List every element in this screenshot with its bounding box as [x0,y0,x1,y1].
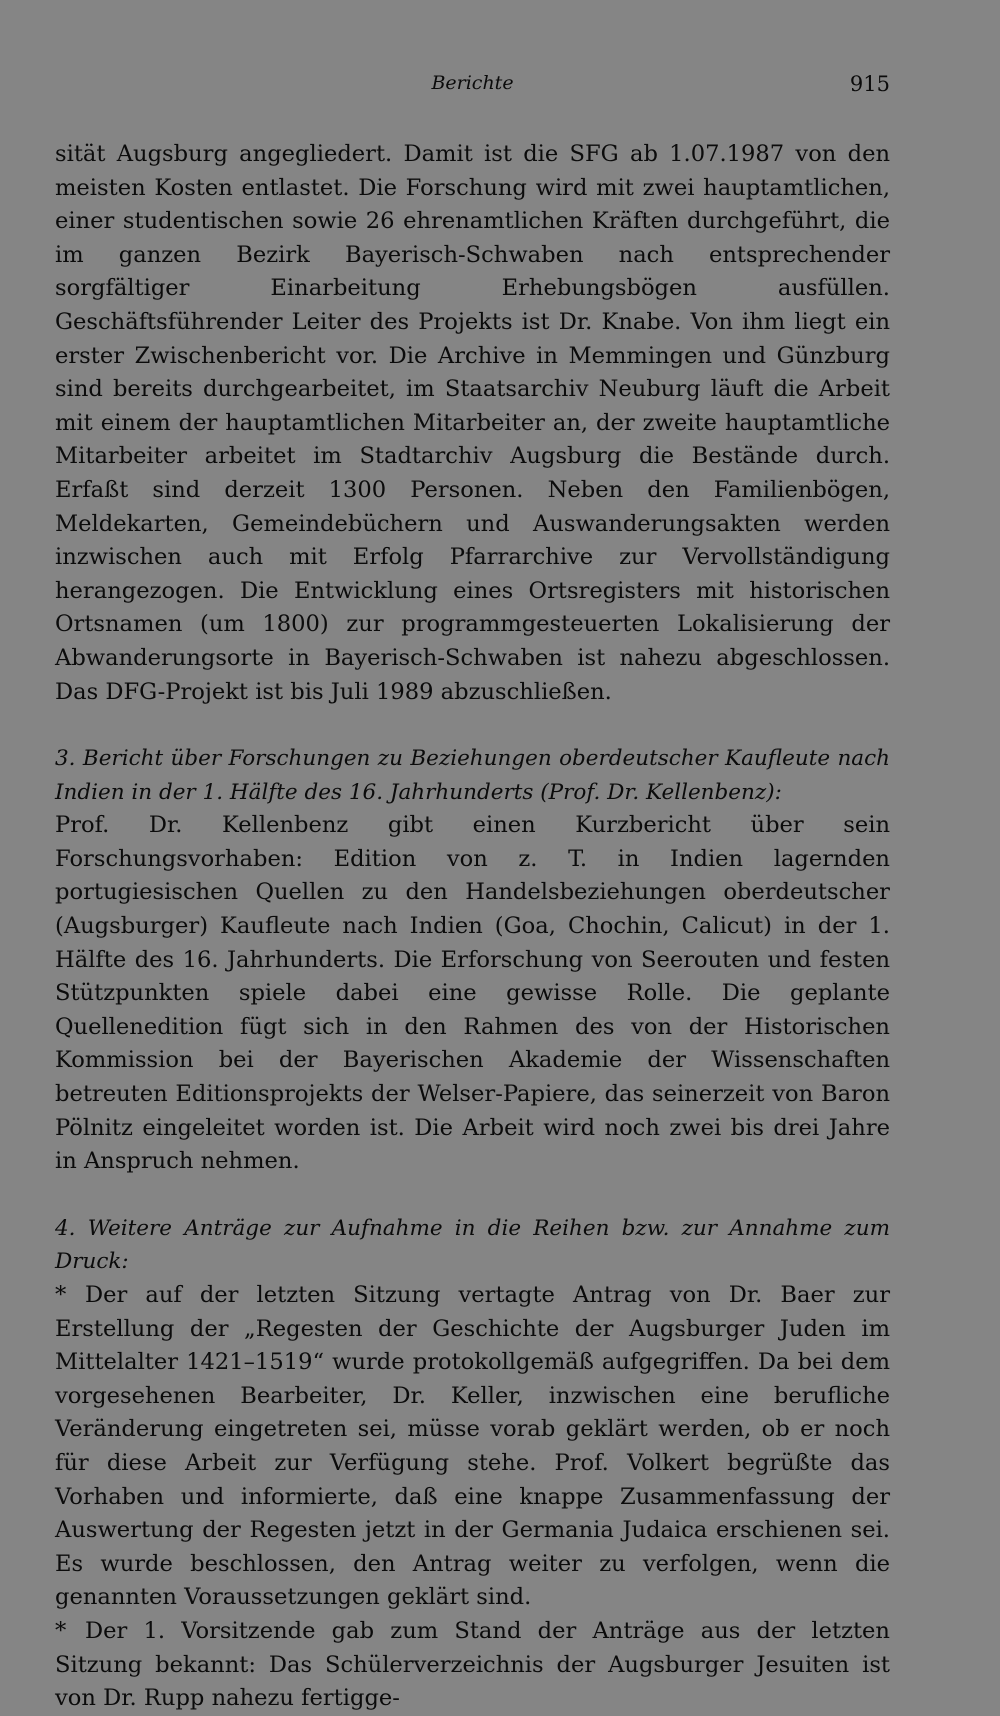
asterisk-bullet-icon: * [55,1282,67,1308]
section-4-item-text: Der auf der letzten Sitzung vertagte Antrag von Dr. Baer zur Erstellung der „Regesten der Geschichte der Augsburger Juden im Mittelalter 1421–1519“ wurde protokollgemäß aufgegriffen. Da bei dem vorgesehenen Bearbeiter, Dr. Keller, inzwischen eine berufliche Veränderung eingetreten sei, müsse vorab geklärt werden, ob er noch für diese Arbeit zur Verfügung stehe. Prof. Volkert begrüßte das Vorhaben und informierte, daß eine knappe Zusammenfassung der Auswertung der Regesten jetzt in der Germania Judaica erschienen sei. Es wurde beschlossen, den Antrag weiter zu verfolgen, wenn die genannten Voraussetzungen geklärt sind. [55,1282,890,1611]
section-4-item-text: Der 1. Vorsitzende gab zum Stand der Anträge aus der letzten Sitzung bekannt: Das Schülerverzeichnis der Augsburger Jesuiten ist von Dr. Rupp nahezu fertigge- [55,1617,890,1712]
running-header [55,72,890,100]
section-4 [55,1212,890,1716]
section-4-item [55,1615,890,1716]
section-3-paragraph: Prof. Dr. Kellenbenz gibt einen Kurzbericht über sein Forschungsvorhaben: Edition von z. T. in Indien lagernden portugiesischen Quellen zu den Handelsbeziehungen oberdeutscher (Augsburger) Kaufleute nach Indien (Goa, Chochin, Calicut) in der 1. Hälfte des 16. Jahrhunderts. Die Erforschung von Seerouten und festen Stützpunkten spiele dabei eine gewisse Rolle. Die geplante Quellenedition fügt sich in den Rahmen des von der Historischen Kommission bei der Bayerischen Akademie der Wissenschaften betreuten Editionsprojekts der Welser-Papiere, das seinerzeit von Baron Pölnitz eingeleitet worden ist. Die Arbeit wird noch zwei bis drei Jahre in Anspruch nehmen. [55,812,890,1175]
body-text [55,138,890,1716]
page-number: 915 [849,72,890,96]
running-header-title: Berichte [431,72,514,94]
section-4-heading: 4. Weitere Anträge zur Aufnahme in die Reihen bzw. zur Annahme zum Druck: [55,1215,890,1275]
section-4-item [55,1279,890,1615]
section-3-heading: 3. Bericht über Forschungen zu Beziehungen oberdeutscher Kaufleute nach Indien in der 1. Hälfte des 16. Jahrhunderts (Prof. Dr. Kellenbenz): [55,746,890,805]
book-page [55,0,890,1712]
section-3 [55,742,890,1179]
asterisk-bullet-icon: * [55,1617,67,1644]
intro-paragraph: sität Augsburg angegliedert. Damit ist die SFG ab 1.07.1987 von den meisten Kosten entlastet. Die Forschung wird mit zwei hauptamtlichen, einer studentischen sowie 26 ehrenamtlichen Kräften durchgeführt, die im ganzen Bezirk Bayerisch-Schwaben nach entsprechender sorgfältiger Einarbeitung Erhebungsbögen ausfüllen. Geschäftsführender Leiter des Projekts ist Dr. Knabe. Von ihm liegt ein erster Zwischenbericht vor. Die Archive in Memmingen und Günzburg sind bereits durchgearbeitet, im Staatsarchiv Neuburg läuft die Arbeit mit einem der hauptamtlichen Mitarbeiter an, der zweite hauptamtliche Mitarbeiter arbeitet im Stadtarchiv Augsburg die Bestände durch. Erfaßt sind derzeit 1300 Personen. Neben den Familienbögen, Meldekarten, Gemeindebüchern und Auswanderungsakten werden inzwischen auch mit Erfolg Pfarrarchive zur Vervollständigung herangezogen. Die Entwicklung eines Ortsregisters mit historischen Ortsnamen (um 1800) zur programmgesteuerten Lokalisierung der Abwanderungsorte in Bayerisch-Schwaben ist nahezu abgeschlossen. Das DFG-Projekt ist bis Juli 1989 abzuschließen. [55,141,890,705]
